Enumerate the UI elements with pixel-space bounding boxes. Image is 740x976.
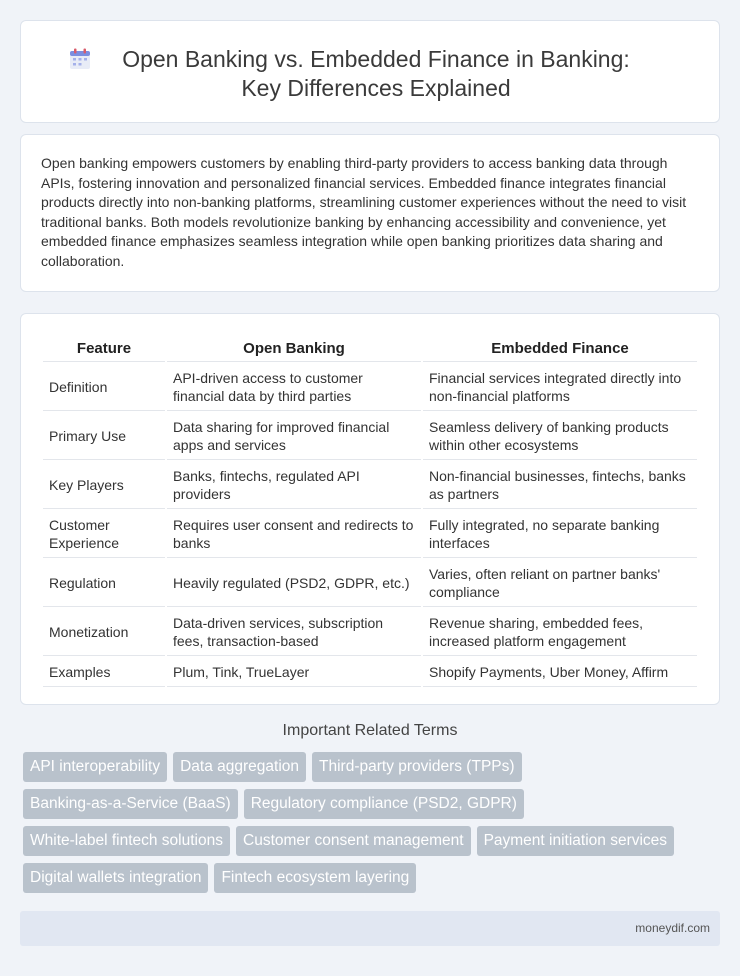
tag-banking-as-a-service[interactable]: Banking-as-a-Service (BaaS) [23,789,238,819]
embedded-finance-cell: Revenue sharing, embedded fees, increased platform engagement [423,609,697,656]
tag-payment-initiation[interactable]: Payment initiation services [477,826,675,856]
header-card [20,20,720,123]
open-banking-cell: Plum, Tink, TrueLayer [167,658,421,687]
embedded-finance-cell: Non-financial businesses, fintechs, banks as partners [423,462,697,509]
open-banking-cell: Data-driven services, subscription fees, transaction-based [167,609,421,656]
table-row [43,413,697,460]
feature-cell: Customer Experience [43,511,165,558]
comparison-table [41,334,699,689]
footer-site-link[interactable]: moneydif.com [635,921,710,935]
table-row [43,511,697,558]
table-row [43,560,697,607]
feature-cell: Primary Use [43,413,165,460]
table-row [43,364,697,411]
tag-white-label-fintech[interactable]: White-label fintech solutions [23,826,230,856]
embedded-finance-cell: Fully integrated, no separate banking interfaces [423,511,697,558]
embedded-finance-cell: Shopify Payments, Uber Money, Affirm [423,658,697,687]
table-row [43,462,697,509]
related-terms-tags [20,752,720,893]
header-embedded-finance: Embedded Finance [423,336,697,362]
tag-customer-consent[interactable]: Customer consent management [236,826,471,856]
footer-bar [20,911,720,946]
embedded-finance-cell: Varies, often reliant on partner banks' compliance [423,560,697,607]
open-banking-cell: API-driven access to customer financial data by third parties [167,364,421,411]
feature-cell: Regulation [43,560,165,607]
related-terms-section [20,722,720,893]
table-row [43,609,697,656]
tag-regulatory-compliance[interactable]: Regulatory compliance (PSD2, GDPR) [244,789,524,819]
feature-cell: Definition [43,364,165,411]
embedded-finance-cell: Seamless delivery of banking products within other ecosystems [423,413,697,460]
open-banking-cell: Requires user consent and redirects to banks [167,511,421,558]
tag-api-interoperability[interactable]: API interoperability [23,752,167,782]
embedded-finance-cell: Financial services integrated directly into non-financial platforms [423,364,697,411]
feature-cell: Key Players [43,462,165,509]
intro-paragraph: Open banking empowers customers by enabling third-party providers to access banking data through APIs, fostering innovation and personalized financial services. Embedded finance integrates financial products directly into non-banking platforms, streamlining customer experiences without the need to visit traditional banks. Both models revolutionize banking by enhancing accessibility and convenience, yet embedded finance emphasizes seamless integration while open banking prioritizes data sharing and collaboration. [41,155,687,269]
feature-cell: Examples [43,658,165,687]
tag-digital-wallets[interactable]: Digital wallets integration [23,863,208,893]
tag-third-party-providers[interactable]: Third-party providers (TPPs) [312,752,522,782]
header-feature: Feature [43,336,165,362]
feature-cell: Monetization [43,609,165,656]
page-title: Open Banking vs. Embedded Finance in Banking: Key Differences Explained [122,46,630,101]
header-open-banking: Open Banking [167,336,421,362]
open-banking-cell: Data sharing for improved financial apps and services [167,413,421,460]
comparison-table-card [20,313,720,705]
tag-fintech-ecosystem[interactable]: Fintech ecosystem layering [214,863,416,893]
tag-data-aggregation[interactable]: Data aggregation [173,752,306,782]
open-banking-cell: Banks, fintechs, regulated API providers [167,462,421,509]
table-row [43,658,697,687]
table-header-row [43,336,697,362]
open-banking-cell: Heavily regulated (PSD2, GDPR, etc.) [167,560,421,607]
related-terms-title: Important Related Terms [282,722,458,739]
intro-card [20,134,720,292]
